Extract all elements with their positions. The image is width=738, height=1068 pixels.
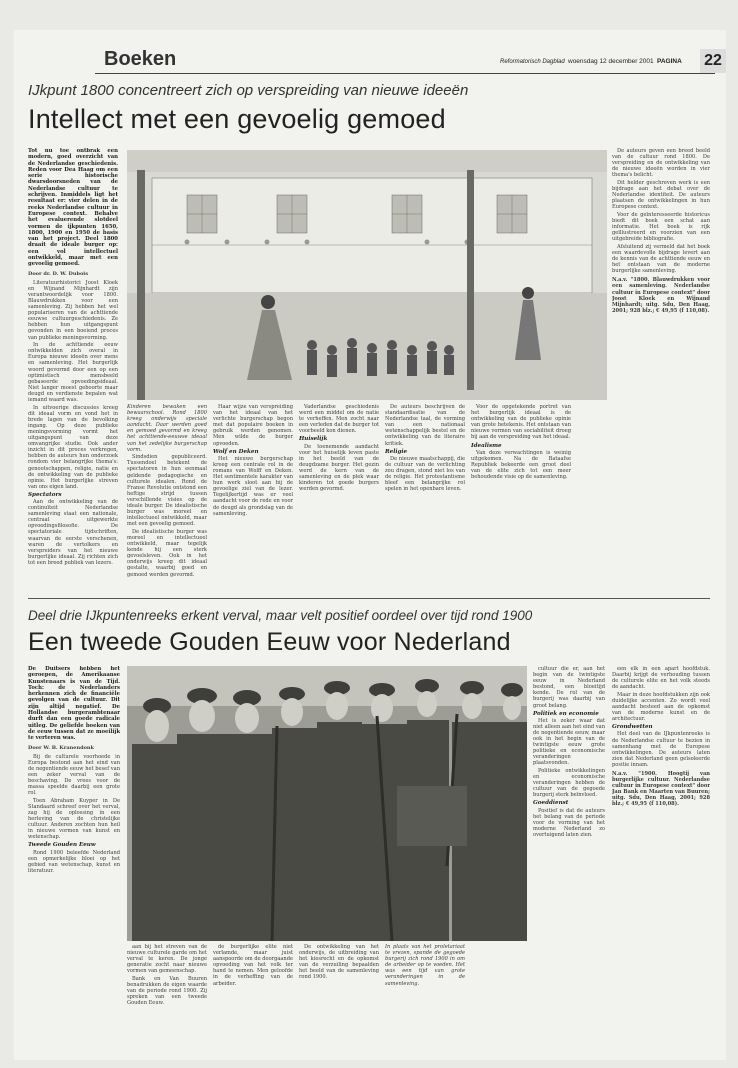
article1-heading-3: Huiselijk: [299, 436, 328, 443]
article1-column-7: De auteurs geven een breed beeld van de cultuur rond 1800. De verspreiding en de ontwikkeling van de nieuwe ideeën worden in vier thema's belicht. Dit helder geschreven werk is een bijdrage aan het debat over de Nederlandse identiteit. De auteurs plaatsen de ontwikkelingen in hun Europese context. Voor de geïnteresseerde historicus biedt dit boek een schat aan informatie. Het boek is rijk geïllustreerd en voorzien van een uitgebreide bibliografie. Afsluitend zij vermeld dat het boek een waardevolle bijdrage levert aan de kennis van de achttiende eeuw en het ontstaan van de moderne burgerlijke samenleving. N.a.v. "1800. Blauwdrukken voor een samenleving. Nederlandse cultuur in Europese context" door Joost Kloek en Wijnand Mijnhardt; uitg. Sdu, Den Haag, 2001; 928 blz.; € 49,95 (f 110,08).: [612, 148, 710, 314]
article1-note: N.a.v. "1800. Blauwdrukken voor een samenleving. Nederlandse cultuur in Europese context" door Joost Kloek en Wijnand Mijnhardt; uitg. Sdu, Den Haag, 2001; 928 blz.; € 49,95 (f 110,08).: [612, 277, 710, 314]
article2-heading-1: Tweede Gouden Eeuw: [28, 842, 96, 849]
article1-headline: Intellect met een gevoelig gemoed: [28, 104, 446, 134]
article1-heading-2: Wolf en Deken: [213, 448, 259, 455]
article1-column-3: Haar wijze van verspreiding van het ideaal van het verlichte burgerschap begon met dat populaire boeken in gebruik werden genomen. Men wilde de burger opvoeden. Wolf en Deken Het nieuwe burgerschap kreeg een centrale rol in de romans van Wolff en Deken. Het sentimentele karakter van hun werk sloot aan bij de gevoelige ziel van de lezer. Tegelijkertijd was er veel aandacht voor de rede en voor de deugd als grondslag van de samenleving.: [213, 404, 293, 517]
page-label: PAGINA: [657, 58, 682, 65]
article1-kicker: IJkpunt 1800 concentreert zich op verspreiding van nieuwe ideeën: [28, 82, 469, 99]
article1-caption: Kinderen bewaken een bewaarschool. Rond 1800 kreeg onderwijs speciale aandacht. Daar werden goed en gemoed gevormd en kreeg het achttiende-eeuwse ideaal van het zedelijke burgerschap vorm.: [127, 404, 207, 453]
article2-column-4: De ontwikkeling van het onderwijs, de uitbreiding van het kiesrecht en de opkomst van de verzuiling bepaalden het beeld van de samenleving rond 1900.: [299, 944, 379, 981]
article2-note: N.a.v. "1900. Hoogtij van burgerlijke cultuur. Nederlandse cultuur in Europese context" door Jan Bank en Maarten van Buuren; uitg. Sdu, Den Haag, 2001; 928 blz.; € 49,95 (f 110,08).: [612, 771, 710, 808]
article2-column-3: de burgerlijke elite niet verlamde, maar juist aanspoorde om de doorgaande opvoeding van het volk ter hand te nemen. Men geloofde in de verheffing van de arbeider.: [213, 944, 293, 987]
article2-column-7: een elk in een apart hoofdstuk. Daarbij krijgt de verhouding tussen de culturele elite en het volk steeds de aandacht. Maar in deze hoofdstukken zijn ook duidelijke accenten. Zo wordt veel aandacht besteed aan de opkomst van de moderne kunst en de architectuur. Grondwetten Het deel van de IJkpuntenreeks is de Nederlandse cultuur te bezien in samenhang met de Europese ontwikkelingen. De auteurs laten zien dat Nederland geen geïsoleerde positie innam. N.a.v. "1900. Hoogtij van burgerlijke cultuur. Nederlandse cultuur in Europese context" door Jan Bank en Maarten van Buuren; uitg. Sdu, Den Haag, 2001; 928 blz.; € 49,95 (f 110,08).: [612, 666, 710, 808]
article1-column-6: Voor de opgetekende portret van het burgerlijk ideaal is de ontwikkeling van de publieke opinie van grote betekenis. Het ontstaan van nieuwe vormen van sociabiliteit droeg bij aan de verspreiding van het ideaal. Idealisme Van deze verwachtingen is weinig uitgekomen. Na de Bataafse Republiek bekeerde een groot deel van de elite zich tot een meer behoudende visie op de samenleving.: [471, 404, 571, 481]
paper-name: Reformatorisch Dagblad: [500, 59, 565, 65]
article1-column-5: De auteurs beschrijven de standaardisatie van de Nederlandse taal, de vorming van een nationaal wetenschappelijk bestel en de ontwikkeling van de literaire kritiek. Religie De nieuwe maatschappij, die de cultuur van de verlichting zou dragen, stond niet los van de religie. Het protestantisme bleef een belangrijke rol spelen in het openbare leven.: [385, 404, 465, 493]
article1-heading-4: Religie: [385, 448, 408, 455]
article2-column-5: [385, 944, 465, 1062]
article2-column-1: De Duitsers hebben het geroepen, de Amerikaanse Kunstenaars is van de Tijd. Toch: de Nederlanders herkennen zich de financiële gevolgen van de cultuur. Dit zijn altijd negatief. De Hollandse burgerambtenaar durft dan een goede radicale uitleg. De geliefde boeken van de eeuw tussen dat ze moeilijk te verteren was. Door W. B. Kranendonk Bij de culturele voorhoede in Europa bestond aan het eind van de negentiende eeuw het besef van een zeker verval van de beschaving. De vrees voor de massa speelde daarbij een grote rol. Toen Abraham Kuyper in De Standaard schreef over het verval, zag hij de oplossing in een herleving van de christelijke cultuur. Anderen zochten hun heil in nieuwe vormen van kunst en wetenschap. Tweede Gouden Eeuw Rond 1900 beleefde Nederland een opmerkelijke bloei op het gebied van wetenschap, kunst en literatuur.: [28, 666, 120, 874]
article2-kicker: Deel drie IJkpuntenreeks erkent verval, maar velt positief oordeel over tijd rond 1900: [28, 608, 533, 623]
section-title: Boeken: [104, 48, 177, 70]
article2-heading-2: Politiek en economie: [533, 710, 599, 717]
article1-heading-5: Idealisme: [471, 442, 502, 449]
article1-photo: [127, 150, 607, 400]
article1-lead: Tot nu toe ontbrak een modern, goed overzicht van de Nederlandse geschiedenis. Reden voor Dea Haag om een serie historische dwarsdoorsneden van de Nederlandse cultuur te schrijven. Inmiddels ligt het resultaat er: vier delen in de reeks Nederlandse cultuur in Europese context. Behalve het evaluerende slotdeel vormen de ijkpunten 1650, 1800, 1900 en 1950 de basis van het project. Deel 1800 draait de ideale burger op: een vol intellectuel ontwikkeld, maar met een gevoelig gemoed.: [28, 148, 118, 268]
article2-byline: Door W. B. Kranendonk: [28, 744, 95, 751]
article2-lead: De Duitsers hebben het geroepen, de Amerikaanse Kunstenaars is van de Tijd. Toch: de Nederlanders herkennen zich de financiële gevolgen van de cultuur. Dit zijn altijd negatief. De Hollandse burgerambtenaar durft dan een goede radicale uitleg. De geliefde boeken van de eeuw tussen dat ze moeilijk te verteren was.: [28, 666, 120, 742]
header-rule: [95, 73, 715, 74]
article1-heading-1: Spectators: [28, 491, 62, 498]
article2-column-6: cultuur die er, aan het begin van de twintigste eeuw in Nederland bestond, een bloeitijd kende. De rol van de burgerij was daarbij van groot belang. Politiek en economie Het is zeker waar dat niet alleen aan het eind van de negentiende eeuw, maar ook in het begin van de twintigste eeuw grote politieke en economische veranderingen plaatsvonden. Politieke ontwikkelingen en economische veranderingen hebben de cultuur van de gegoede burgerij sterk beïnvloed. Goeddienst Positief is dat de auteurs het belang van de periode voor de vorming van het moderne Nederland zo overtuigend laten zien.: [533, 666, 605, 838]
page-number: 22: [700, 49, 726, 73]
paper-date: woensdag 12 december 2001: [568, 58, 654, 65]
article1-column-1: Tot nu toe ontbrak een modern, goed overzicht van de Nederlandse geschiedenis. Reden voor Dea Haag om een serie historische dwarsdoorsneden van de Nederlandse cultuur te schrijven. Inmiddels ligt het resultaat er: vier delen in de reeks Nederlandse cultuur in Europese context. Behalve het evaluerende slotdeel vormen de ijkpunten 1650, 1800, 1900 en 1950 de basis van het project. Deel 1800 draait de ideale burger op: een vol intellectuel ontwikkeld, maar met een gevoelig gemoed. Door dr. D. W. Dubois Literatuurhistorici Joost Kloek en Wijnand Mijnhardt zijn verantwoordelijk voor 1800. Blauwdrukken voor een samenleving. Zij hebben het wel populariseren van de achttiende eeuwse cultuurgeschiedenis. Ze hebben hun uitgangspunt gevonden in een boeiend proces van publieke meningsvorming. In de achttiende eeuw ontwikkelden zich overal in Europa nieuwe ideeën over mens en samenleving. Het burgerlijk woord gevormd door een op een optimistisch mensbeeld gebaseerde opvoedingsideaal. Niet langer moest geboorte maar deugd en verdienste bepalen wat iemand waard was. In uitvoerige discussies kreeg dit ideaal vorm en vond het in brede lagen van de bevolking ingang. Op deze publieke meningsvorming vormt het uitgangspunt van deze omvangrijke studie. Ook ander inzicht in dit proces verkregen, hebben de auteurs hun onderzoek rondom vier belangrijke thema's: genootschappen, religie, natie en de ontwikkeling van de publieke opinie. Het burgerlijke streven van ons eigen land. Spectators Aan de ontwikkeling van de continuïteit Nederlandse samenleving staat een nationale, centraal uitgewerkte opvoedingsfilosofie. De spectatoriale tijdschriften, waarvan de eerste verschenen, waren de vertolkers en verspreiders van het nieuwe burgerlijke ideaal. Zij richten zich tot een breed publiek van lezers.: [28, 148, 118, 566]
article1-column-2: Kinderen bewaken een bewaarschool. Rond 1800 kreeg onderwijs speciale aandacht. Daar werden goed en gemoed gevormd en kreeg het achttiende-eeuwse ideaal van het zedelijke burgerschap vorm. Sindsdien gepubliceerd. Tussendoel betekent de spectatoren in hun eenmaal geldende pedagogische en culturele idealen. Rond de Franse Revolutie ontstond een heftige strijd tussen verschillende visies op de ideale burger. De idealistische burger was moreel en intellectueel ontwikkeld, maar met een gevoelig gemoed. De idealistische burger was moreel en intellectueel ontwikkeld, maar tegelijk kende hij een sterk gevoelsleven. Ook in het onderwijs kreeg dit ideaal gestalte, waarbij goed en gemoed werden gevormd.: [127, 404, 207, 578]
article1-byline: Door dr. D. W. Dubois: [28, 270, 89, 277]
article1-column-4: Vaderlandse geschiedenis werd een middel om de natie te verheffen. Men zocht naar een verleden dat de burger tot voorbeeld kon dienen. Huiselijk De toenemende aandacht voor het huiselijk leven paste in het beeld van de deugdzame burger. Het gezin werd de kern van de samenleving en de plek waar kinderen tot goede burgers werden gevormd.: [299, 404, 379, 493]
article2-column-2: aan bij het streven van de nieuwe culturele garde om het verval te keren. De jonge generatie zocht naar nieuwe vormen van gemeenschap. Bank en Van Buuren benadrukken de eigen waarde van de periode rond 1900. Zij spreken van een tweede Gouden Eeuw.: [127, 944, 207, 1007]
article2-headline: Een tweede Gouden Eeuw voor Nederland: [28, 628, 511, 656]
article2-photo: [127, 666, 527, 941]
section-divider: [28, 598, 710, 599]
article2-caption: In plaats van het proletariaat te vrezen, spande de gegoede burgerij zich rond 1900 in om de arbeider op te voeden. Het was een tijd van grote veranderingen in de samenleving.: [385, 944, 465, 987]
article2-heading-4: Goeddienst: [533, 800, 569, 807]
article2-heading-3: Grondwetten: [612, 724, 653, 731]
